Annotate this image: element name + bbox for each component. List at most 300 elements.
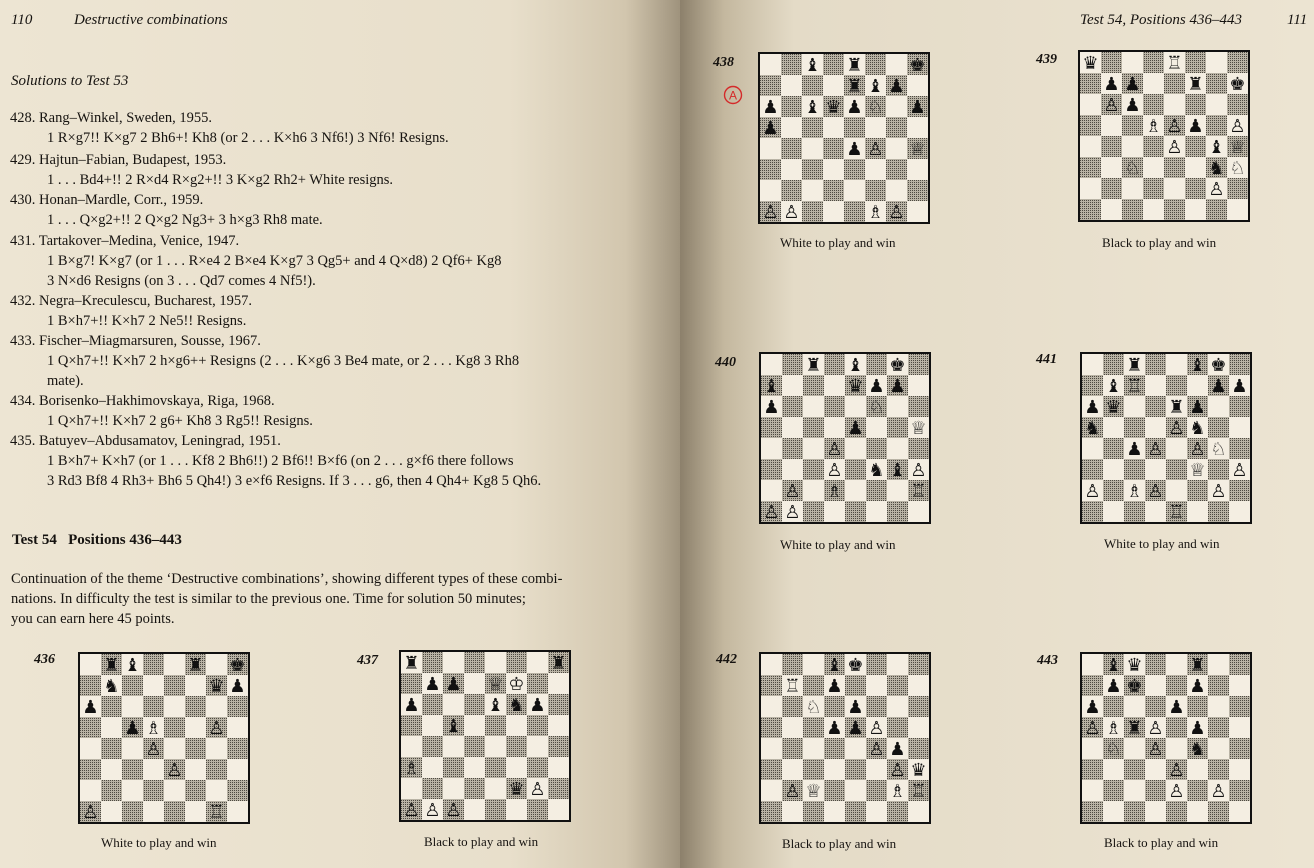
- dark-square: [206, 759, 227, 780]
- black-pawn-icon: ♟: [445, 673, 462, 695]
- dark-square: [164, 801, 185, 822]
- light-square: [1082, 354, 1103, 375]
- light-square: [443, 652, 464, 673]
- light-square: [1166, 354, 1187, 375]
- dark-square: [1145, 354, 1166, 375]
- light-square: [1101, 115, 1122, 136]
- black-rook-icon: ♜: [805, 354, 822, 376]
- dark-square: [845, 801, 866, 822]
- light-square: [1229, 675, 1250, 696]
- light-square: [80, 738, 101, 759]
- light-square: [845, 438, 866, 459]
- dark-square: [1166, 801, 1187, 822]
- black-pawn-icon: ♟: [1124, 94, 1141, 116]
- dark-square: [1101, 178, 1122, 199]
- light-square: [845, 738, 866, 759]
- white-pawn-icon: ♙: [826, 459, 843, 481]
- light-square: [227, 801, 248, 822]
- diagram-caption-436: White to play and win: [101, 835, 217, 850]
- dark-square: [845, 501, 866, 522]
- dark-square: [1124, 501, 1145, 522]
- light-square: [803, 738, 824, 759]
- black-pawn-icon: ♟: [1231, 375, 1248, 397]
- chess-board-437: [399, 650, 571, 822]
- light-square: [886, 96, 907, 117]
- dark-square: [101, 696, 122, 717]
- dark-square: [401, 673, 422, 694]
- dark-square: [1166, 675, 1187, 696]
- black-pawn-icon: ♟: [847, 696, 864, 718]
- black-rook-icon: ♜: [1126, 717, 1143, 739]
- white-queen-icon: ♕: [1189, 459, 1206, 481]
- black-pawn-icon: ♟: [1126, 438, 1143, 460]
- light-square: [464, 757, 485, 778]
- white-pawn-icon: ♙: [403, 799, 420, 820]
- diagram-caption-441: White to play and win: [1104, 536, 1220, 551]
- light-square: [887, 480, 908, 501]
- light-square: [1208, 738, 1229, 759]
- light-square: [143, 801, 164, 822]
- white-pawn-icon: ♙: [1166, 115, 1183, 137]
- black-pawn-icon: ♟: [403, 694, 420, 716]
- light-square: [907, 201, 928, 222]
- white-pawn-icon: ♙: [762, 201, 779, 222]
- light-square: [1166, 654, 1187, 675]
- light-square: [761, 738, 782, 759]
- light-square: [908, 675, 929, 696]
- solution-432: 432. Negra–Kreculescu, Bucharest, 1957. 1 B×h7+!! K×h7 2 Ne5!! Resigns.: [10, 293, 252, 329]
- dark-square: [1080, 73, 1101, 94]
- dark-square: [1229, 396, 1250, 417]
- light-square: [1187, 801, 1208, 822]
- dark-square: [548, 694, 569, 715]
- light-square: [886, 138, 907, 159]
- light-square: [185, 759, 206, 780]
- black-bishop-icon: ♝: [1189, 354, 1206, 376]
- dark-square: [80, 759, 101, 780]
- dark-square: [1229, 480, 1250, 501]
- dark-square: [844, 201, 865, 222]
- light-square: [1103, 501, 1124, 522]
- light-square: [1082, 654, 1103, 675]
- dark-square: [1082, 675, 1103, 696]
- black-pawn-icon: ♟: [846, 96, 863, 118]
- light-square: [1103, 417, 1124, 438]
- dark-square: [464, 736, 485, 757]
- dark-square: [227, 738, 248, 759]
- light-square: [185, 717, 206, 738]
- black-rook-icon: ♜: [1189, 654, 1206, 676]
- dark-square: [886, 117, 907, 138]
- light-square: [1122, 178, 1143, 199]
- light-square: [1145, 801, 1166, 822]
- black-rook-icon: ♜: [1126, 354, 1143, 376]
- light-square: [443, 778, 464, 799]
- solution-431: 431. Tartakover–Medina, Venice, 1947. 1 B×g7! K×g7 (or 1 . . . R×e4 2 B×e4 K×g7 3 Qg5+ and 4 Q×d8) 2 Qf6+ Kg8 3 N×d6 Resigns (on 3 . . . Qd7 comes 4 Nf5!).: [10, 233, 502, 289]
- light-square: [823, 75, 844, 96]
- black-bishop-icon: ♝: [889, 459, 906, 481]
- light-square: [908, 801, 929, 822]
- light-square: [1229, 759, 1250, 780]
- dark-square: [101, 780, 122, 801]
- black-rook-icon: ♜: [846, 54, 863, 76]
- black-bishop-icon: ♝: [763, 375, 780, 397]
- solution-428: 428. Rang–Winkel, Sweden, 1955. 1 R×g7!! K×g7 2 Bh6+! Kh8 (or 2 . . . K×h6 3 Nf6!) 3 Nf6! Resigns.: [10, 110, 449, 146]
- dark-square: [1082, 375, 1103, 396]
- diagram-number-441: 441: [1036, 352, 1057, 367]
- dark-square: [1185, 94, 1206, 115]
- dark-square: [1124, 459, 1145, 480]
- light-square: [802, 138, 823, 159]
- black-bishop-icon: ♝: [804, 96, 821, 118]
- black-bishop-icon: ♝: [1105, 654, 1122, 676]
- dark-square: [143, 696, 164, 717]
- white-pawn-icon: ♙: [1168, 780, 1185, 802]
- dark-square: [422, 778, 443, 799]
- white-pawn-icon: ♙: [1210, 480, 1227, 502]
- black-rook-icon: ♜: [550, 652, 567, 674]
- light-square: [844, 180, 865, 201]
- chess-board-443: [1080, 652, 1252, 824]
- black-pawn-icon: ♟: [1103, 73, 1120, 95]
- light-square: [1145, 417, 1166, 438]
- solution-430: 430. Honan–Mardle, Corr., 1959. 1 . . . Q×g2+!! 2 Q×g2 Ng3+ 3 h×g3 Rh8 mate.: [10, 192, 323, 228]
- dark-square: [803, 717, 824, 738]
- dark-square: [185, 780, 206, 801]
- white-rook-icon: ♖: [208, 801, 225, 822]
- dark-square: [1166, 459, 1187, 480]
- light-square: [1124, 696, 1145, 717]
- dark-square: [1185, 136, 1206, 157]
- dark-square: [1208, 717, 1229, 738]
- light-square: [866, 501, 887, 522]
- black-pawn-icon: ♟: [847, 717, 864, 739]
- dark-square: [422, 694, 443, 715]
- black-king-icon: ♚: [1229, 73, 1246, 95]
- white-pawn-icon: ♙: [888, 201, 905, 222]
- diagram-number-436: 436: [34, 652, 55, 667]
- dark-square: [464, 694, 485, 715]
- light-square: [886, 54, 907, 75]
- dark-square: [506, 736, 527, 757]
- dark-square: [1185, 178, 1206, 199]
- white-rook-icon: ♖: [910, 780, 927, 802]
- dark-square: [464, 778, 485, 799]
- white-pawn-icon: ♙: [1208, 178, 1225, 200]
- dark-square: [1145, 696, 1166, 717]
- light-square: [422, 715, 443, 736]
- dark-square: [1227, 94, 1248, 115]
- white-pawn-icon: ♙: [1147, 480, 1164, 502]
- dark-square: [866, 354, 887, 375]
- dark-square: [1208, 801, 1229, 822]
- light-square: [782, 759, 803, 780]
- diagram-number-443: 443: [1037, 653, 1058, 668]
- dark-square: [1080, 157, 1101, 178]
- light-square: [1227, 199, 1248, 220]
- light-square: [1082, 780, 1103, 801]
- light-square: [1103, 759, 1124, 780]
- light-square: [761, 438, 782, 459]
- light-square: [1080, 94, 1101, 115]
- dark-square: [1082, 459, 1103, 480]
- light-square: [527, 736, 548, 757]
- black-queen-icon: ♛: [825, 96, 842, 118]
- light-square: [1082, 438, 1103, 459]
- diagram-number-438: 438: [713, 55, 734, 70]
- dark-square: [803, 501, 824, 522]
- dark-square: [1166, 375, 1187, 396]
- light-square: [1143, 199, 1164, 220]
- light-square: [1206, 94, 1227, 115]
- black-pawn-icon: ♟: [847, 417, 864, 439]
- dark-square: [1101, 136, 1122, 157]
- light-square: [1122, 52, 1143, 73]
- dark-square: [908, 438, 929, 459]
- light-square: [1145, 459, 1166, 480]
- light-square: [1145, 675, 1166, 696]
- diagram-caption-443: Black to play and win: [1104, 835, 1219, 850]
- light-square: [227, 759, 248, 780]
- light-square: [464, 715, 485, 736]
- light-square: [506, 715, 527, 736]
- black-bishop-icon: ♝: [445, 715, 462, 737]
- light-square: [122, 780, 143, 801]
- white-pawn-icon: ♙: [910, 459, 927, 481]
- white-pawn-icon: ♙: [1229, 115, 1246, 137]
- dark-square: [823, 54, 844, 75]
- light-square: [443, 736, 464, 757]
- light-square: [80, 654, 101, 675]
- light-square: [760, 138, 781, 159]
- dark-square: [1166, 717, 1187, 738]
- black-rook-icon: ♜: [187, 654, 204, 676]
- light-square: [803, 654, 824, 675]
- light-square: [866, 801, 887, 822]
- black-king-icon: ♚: [229, 654, 246, 676]
- black-pawn-icon: ♟: [889, 738, 906, 760]
- dark-square: [823, 138, 844, 159]
- black-rook-icon: ♜: [103, 654, 120, 676]
- dark-square: [143, 654, 164, 675]
- black-pawn-icon: ♟: [1210, 375, 1227, 397]
- white-knight-icon: ♘: [1105, 738, 1122, 760]
- dark-square: [887, 675, 908, 696]
- dark-square: [1103, 480, 1124, 501]
- white-knight-icon: ♘: [1229, 157, 1246, 179]
- white-knight-icon: ♘: [805, 696, 822, 718]
- dark-square: [1143, 178, 1164, 199]
- dark-square: [1145, 780, 1166, 801]
- light-square: [485, 736, 506, 757]
- page-number-right: 111: [1287, 12, 1308, 28]
- dark-square: [1143, 94, 1164, 115]
- dark-square: [824, 696, 845, 717]
- light-square: [865, 159, 886, 180]
- white-pawn-icon: ♙: [145, 738, 162, 760]
- dark-square: [1103, 354, 1124, 375]
- running-head-left: Destructive combinations: [74, 12, 228, 28]
- light-square: [824, 417, 845, 438]
- black-pawn-icon: ♟: [82, 696, 99, 718]
- black-pawn-icon: ♟: [1189, 675, 1206, 697]
- light-square: [887, 654, 908, 675]
- dark-square: [443, 757, 464, 778]
- white-pawn-icon: ♙: [1210, 780, 1227, 802]
- dark-square: [761, 801, 782, 822]
- black-rook-icon: ♜: [1168, 396, 1185, 418]
- black-pawn-icon: ♟: [529, 694, 546, 716]
- dark-square: [1124, 417, 1145, 438]
- white-pawn-icon: ♙: [1168, 759, 1185, 781]
- dark-square: [760, 75, 781, 96]
- dark-square: [782, 438, 803, 459]
- black-queen-icon: ♛: [847, 375, 864, 397]
- chess-board-439: [1078, 50, 1250, 222]
- dark-square: [1164, 73, 1185, 94]
- light-square: [866, 417, 887, 438]
- light-square: [866, 759, 887, 780]
- white-bishop-icon: ♗: [889, 780, 906, 802]
- dark-square: [101, 738, 122, 759]
- dark-square: [908, 738, 929, 759]
- dark-square: [887, 717, 908, 738]
- dark-square: [1145, 396, 1166, 417]
- dark-square: [143, 780, 164, 801]
- dark-square: [1082, 801, 1103, 822]
- white-pawn-icon: ♙: [784, 501, 801, 522]
- dark-square: [802, 159, 823, 180]
- white-rook-icon: ♖: [1166, 52, 1183, 74]
- dark-square: [760, 159, 781, 180]
- white-pawn-icon: ♙: [1166, 136, 1183, 158]
- light-square: [506, 799, 527, 820]
- test-intro: Continuation of the theme ‘Destructive combinations’, showing different types of these combi- nations. In difficulty the test is similar to the previous one. Time for solution 50 minutes; you can earn here 45 points.: [11, 571, 563, 627]
- dark-square: [485, 799, 506, 820]
- light-square: [1103, 801, 1124, 822]
- dark-square: [761, 417, 782, 438]
- light-square: [1101, 199, 1122, 220]
- light-square: [122, 696, 143, 717]
- dark-square: [803, 459, 824, 480]
- dark-square: [1208, 675, 1229, 696]
- white-pawn-icon: ♙: [82, 801, 99, 822]
- white-pawn-icon: ♙: [889, 759, 906, 781]
- black-bishop-icon: ♝: [867, 75, 884, 97]
- light-square: [548, 673, 569, 694]
- dark-square: [485, 757, 506, 778]
- diagram-number-440: 440: [715, 355, 736, 370]
- light-square: [1187, 375, 1208, 396]
- black-pawn-icon: ♟: [1084, 696, 1101, 718]
- dark-square: [802, 117, 823, 138]
- light-square: [164, 696, 185, 717]
- dark-square: [803, 759, 824, 780]
- dark-square: [886, 159, 907, 180]
- dark-square: [824, 354, 845, 375]
- light-square: [761, 654, 782, 675]
- diagram-caption-440: White to play and win: [780, 537, 896, 552]
- light-square: [803, 438, 824, 459]
- dark-square: [845, 675, 866, 696]
- black-pawn-icon: ♟: [1105, 675, 1122, 697]
- white-pawn-icon: ♙: [868, 717, 885, 739]
- white-bishop-icon: ♗: [826, 480, 843, 502]
- dark-square: [164, 717, 185, 738]
- diagram-number-437: 437: [357, 653, 378, 668]
- light-square: [401, 778, 422, 799]
- diagram-caption-437: Black to play and win: [424, 834, 539, 849]
- diagram-number-439: 439: [1036, 52, 1057, 67]
- dark-square: [122, 675, 143, 696]
- white-pawn-icon: ♙: [1084, 480, 1101, 502]
- black-bishop-icon: ♝: [847, 354, 864, 376]
- light-square: [401, 736, 422, 757]
- light-square: [1164, 178, 1185, 199]
- solution-435: 435. Batuyev–Abdusamatov, Leningrad, 1951. 1 B×h7+ K×h7 (or 1 . . . Kf8 2 Bh6!!) 2 Bf6!! B×f6 (on 2 . . . g×f6 there follows 3 Rd3 Bf8 4 Rh3+ Bh6 5 Qh4!) 3 e×f6 Resigns. If 3 . . . g6, then 4 Qh4+ Kg8 5 Qh6.: [10, 433, 542, 489]
- dark-square: [1101, 52, 1122, 73]
- dark-square: [227, 780, 248, 801]
- dark-square: [802, 201, 823, 222]
- light-square: [1124, 396, 1145, 417]
- dark-square: [1227, 52, 1248, 73]
- light-square: [823, 117, 844, 138]
- black-pawn-icon: ♟: [1189, 717, 1206, 739]
- dark-square: [1145, 654, 1166, 675]
- white-pawn-icon: ♙: [529, 778, 546, 800]
- light-square: [781, 159, 802, 180]
- white-pawn-icon: ♙: [424, 799, 441, 820]
- light-square: [464, 799, 485, 820]
- white-pawn-icon: ♙: [867, 138, 884, 160]
- light-square: [506, 757, 527, 778]
- white-bishop-icon: ♗: [145, 717, 162, 739]
- light-square: [443, 694, 464, 715]
- light-square: [206, 654, 227, 675]
- black-king-icon: ♚: [889, 354, 906, 376]
- light-square: [887, 396, 908, 417]
- dark-square: [845, 759, 866, 780]
- light-square: [1229, 717, 1250, 738]
- black-queen-icon: ♛: [1105, 396, 1122, 418]
- dark-square: [865, 54, 886, 75]
- black-pawn-icon: ♟: [424, 673, 441, 695]
- black-queen-icon: ♛: [910, 759, 927, 781]
- dark-square: [80, 675, 101, 696]
- black-pawn-icon: ♟: [909, 96, 926, 118]
- light-square: [1145, 501, 1166, 522]
- dark-square: [1229, 654, 1250, 675]
- dark-square: [1208, 417, 1229, 438]
- dark-square: [844, 117, 865, 138]
- dark-square: [908, 396, 929, 417]
- black-rook-icon: ♜: [846, 75, 863, 97]
- dark-square: [803, 675, 824, 696]
- dark-square: [1124, 759, 1145, 780]
- dark-square: [761, 717, 782, 738]
- black-queen-icon: ♛: [1082, 52, 1099, 74]
- diagram-caption-442: Black to play and win: [782, 836, 897, 851]
- light-square: [907, 117, 928, 138]
- white-pawn-icon: ♙: [1147, 717, 1164, 739]
- light-square: [1145, 759, 1166, 780]
- white-pawn-icon: ♙: [1147, 438, 1164, 460]
- dark-square: [866, 654, 887, 675]
- light-square: [1101, 157, 1122, 178]
- white-bishop-icon: ♗: [1105, 717, 1122, 739]
- dark-square: [803, 801, 824, 822]
- white-pawn-icon: ♙: [1189, 438, 1206, 460]
